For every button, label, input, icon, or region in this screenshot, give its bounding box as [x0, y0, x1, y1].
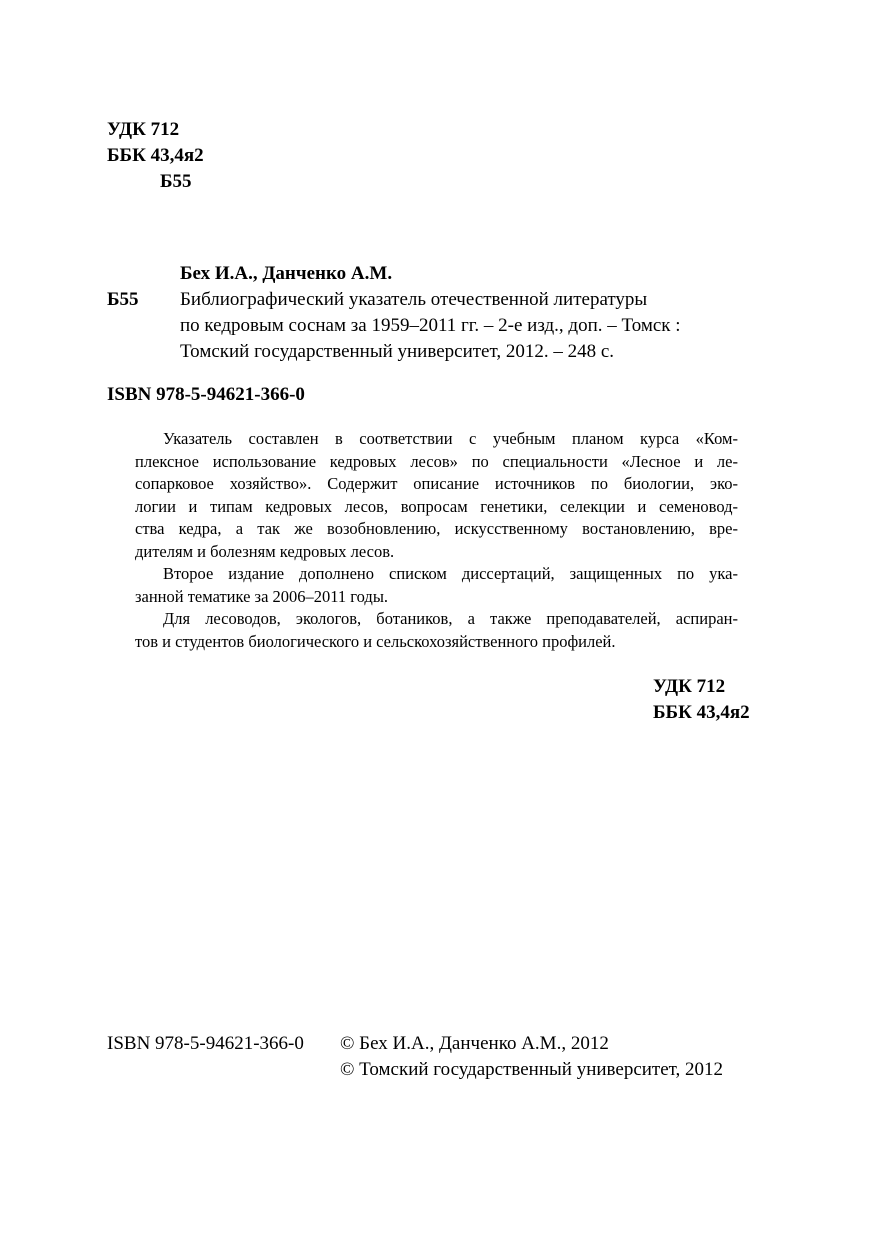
entry-authors: Бех И.А., Данченко А.М. [180, 263, 393, 284]
annotation-line: сопарковое хозяйство». Содержит описание источников по биологии, эко- [135, 474, 738, 493]
bbk-code-top: ББК 43,4я2 [107, 145, 204, 166]
copyright-authors: © Бех И.А., Данченко А.М., 2012 [340, 1033, 609, 1054]
annotation-line: тов и студентов биологического и сельскохозяйственного профилей. [135, 631, 616, 651]
copyright-publisher: © Томский государственный университет, 2012 [340, 1059, 724, 1080]
annotation-line: Второе издание дополнено списком диссертаций, защищенных по ука- [163, 564, 738, 583]
entry-author-code: Б55 [107, 289, 139, 310]
annotation-line: дителям и болезням кедровых лесов. [135, 541, 395, 561]
isbn-top: ISBN 978-5-94621-366-0 [107, 384, 305, 405]
annotation [135, 428, 738, 653]
annotation-line: Для лесоводов, экологов, ботаников, а также преподавателей, аспиран- [163, 609, 738, 628]
annotation-line: ства кедра, а так же возобновлению, искусственному востановлению, вре- [135, 519, 738, 538]
entry-line-1: Библиографический указатель отечественной литературы [180, 289, 648, 310]
udk-code-top: УДК 712 [107, 119, 180, 140]
bbk-code-bottom: ББК 43,4я2 [653, 702, 750, 723]
udk-code-bottom: УДК 712 [653, 676, 726, 697]
entry-line-2: по кедровым соснам за 1959–2011 гг. – 2-е изд., доп. – Томск : [180, 315, 681, 336]
entry-line-3: Томский государственный университет, 2012. – 248 с. [180, 341, 615, 362]
isbn-bottom: ISBN 978-5-94621-366-0 [107, 1033, 304, 1054]
annotation-line: занной тематике за 2006–2011 годы. [135, 586, 389, 606]
author-code-top: Б55 [160, 171, 192, 192]
annotation-line: Указатель составлен в соответствии с учебным планом курса «Ком- [163, 429, 738, 448]
annotation-line: плексное использование кедровых лесов» по специальности «Лесное и ле- [135, 451, 738, 471]
annotation-line: логии и типам кедровых лесов, вопросам генетики, селекции и семеновод- [135, 496, 738, 516]
